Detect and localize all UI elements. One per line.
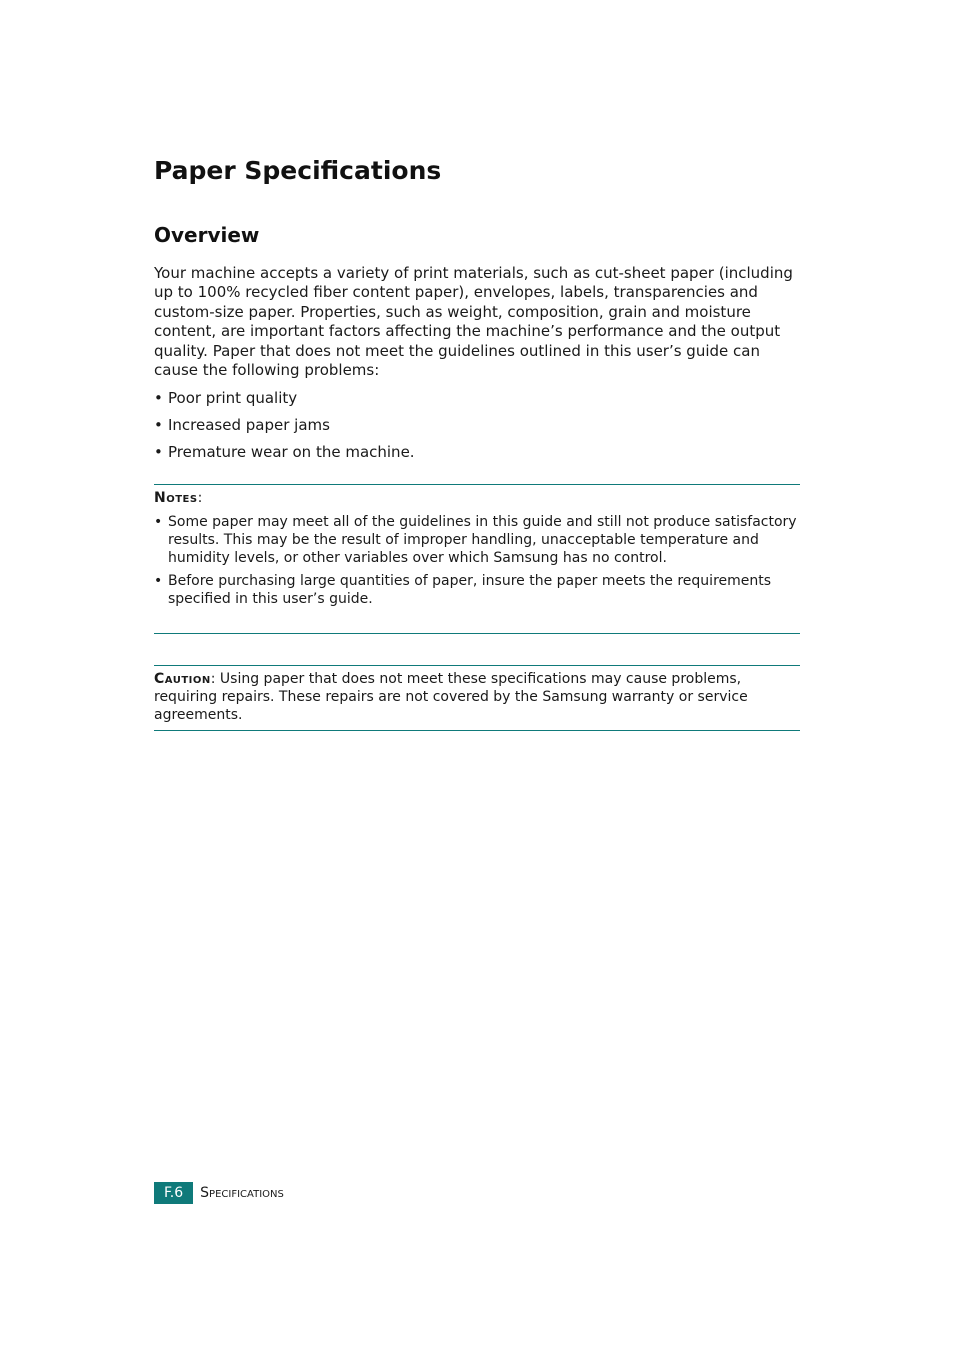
list-item bbox=[154, 415, 802, 442]
problem-text: Poor print quality bbox=[168, 389, 298, 407]
page-title: Paper Specifications bbox=[154, 156, 442, 185]
note-text: Before purchasing large quantities of paper, insure the paper meets the requirements specified in this user’s guide. bbox=[168, 573, 772, 608]
intro-paragraph: Your machine accepts a variety of print materials, such as cut-sheet paper (including up to 100% recycled fiber content paper), envelopes, labels, transparencies and custom-size paper. Properties, such as weight, composition, grain and moisture content, are important factors affecting the machine’s performance and the output quality. Paper that does not meet the guidelines outlined in this user’s guide can cause the following problems: bbox=[154, 264, 793, 380]
caution-paragraph bbox=[154, 670, 800, 724]
notes-heading bbox=[154, 489, 202, 507]
notes-label: Notes bbox=[154, 490, 198, 506]
bullet-icon: • bbox=[154, 416, 163, 434]
problems-list bbox=[154, 388, 802, 469]
section-heading-overview: Overview bbox=[154, 223, 260, 247]
footer-section-label: Specifications bbox=[200, 1185, 284, 1201]
bullet-icon: • bbox=[154, 389, 163, 407]
notes-colon: : bbox=[197, 490, 203, 506]
bullet-icon: • bbox=[154, 573, 163, 590]
caution-top-divider bbox=[154, 665, 800, 666]
problem-text: Premature wear on the machine. bbox=[168, 443, 415, 461]
notes-top-divider bbox=[154, 484, 800, 485]
list-item bbox=[154, 442, 802, 469]
notes-list bbox=[154, 514, 800, 615]
problem-text: Increased paper jams bbox=[168, 416, 330, 434]
bullet-icon: • bbox=[154, 443, 163, 461]
page-footer bbox=[154, 1182, 284, 1204]
list-item bbox=[154, 514, 800, 567]
page-number-badge: F.6 bbox=[154, 1182, 193, 1204]
note-text: Some paper may meet all of the guidelines in this guide and still not produce satisfactory results. This may be the result of improper handling, unacceptable temperature and humidity levels, or other variables over which Samsung has no control. bbox=[168, 514, 797, 566]
caution-label: Caution bbox=[154, 671, 211, 687]
list-item bbox=[154, 388, 802, 415]
caution-text: : Using paper that does not meet these specifications may cause problems, requiring repairs. These repairs are not covered by the Samsung warranty or service agreements. bbox=[154, 671, 748, 723]
bullet-icon: • bbox=[154, 514, 163, 530]
caution-bottom-divider bbox=[154, 730, 800, 731]
list-item bbox=[154, 573, 800, 609]
notes-bottom-divider bbox=[154, 633, 800, 634]
